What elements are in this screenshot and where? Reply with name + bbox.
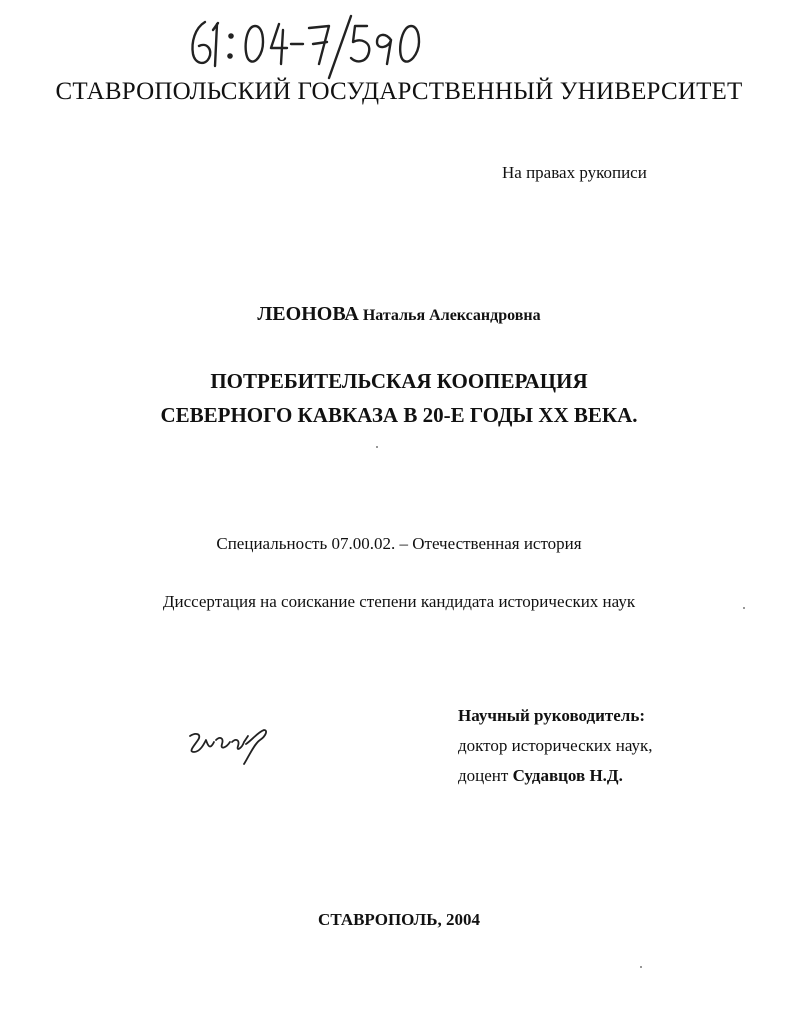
advisor-rank: доцент (458, 766, 509, 785)
title-line-1: ПОТРЕБИТЕЛЬСКАЯ КООПЕРАЦИЯ (210, 369, 588, 393)
scan-speck (743, 607, 745, 609)
specialty-line: Специальность 07.00.02. – Отечественная история (216, 534, 582, 553)
author-name (0, 303, 798, 326)
city-year: СТАВРОПОЛЬ, 2004 (318, 910, 480, 929)
author-surname: ЛЕОНОВА (257, 303, 359, 325)
advisor-rank-line (458, 761, 653, 791)
handwritten-signature (186, 728, 272, 768)
advisor-name: Судавцов Н.Д. (512, 766, 623, 785)
author-given-names: Наталья Александровна (362, 307, 541, 324)
title-line-2: СЕВЕРНОГО КАВКАЗА В 20-Е ГОДЫ XX ВЕКА. (160, 403, 638, 427)
dissertation-title (0, 364, 798, 432)
dissertation-degree-line: Диссертация на соискание степени кандидата исторических наук (162, 592, 636, 611)
advisor-degree: доктор исторических наук, (458, 736, 653, 755)
scan-speck (376, 446, 378, 448)
scan-speck (640, 966, 642, 968)
archive-number-handwritten (183, 14, 423, 80)
scientific-advisor-block (458, 701, 653, 791)
manuscript-rights-note: На правах рукописи (502, 163, 647, 182)
advisor-heading: Научный руководитель: (458, 706, 645, 725)
university-name: СТАВРОПОЛЬСКИЙ ГОСУДАРСТВЕННЫЙ УНИВЕРСИТЕТ (55, 78, 743, 105)
